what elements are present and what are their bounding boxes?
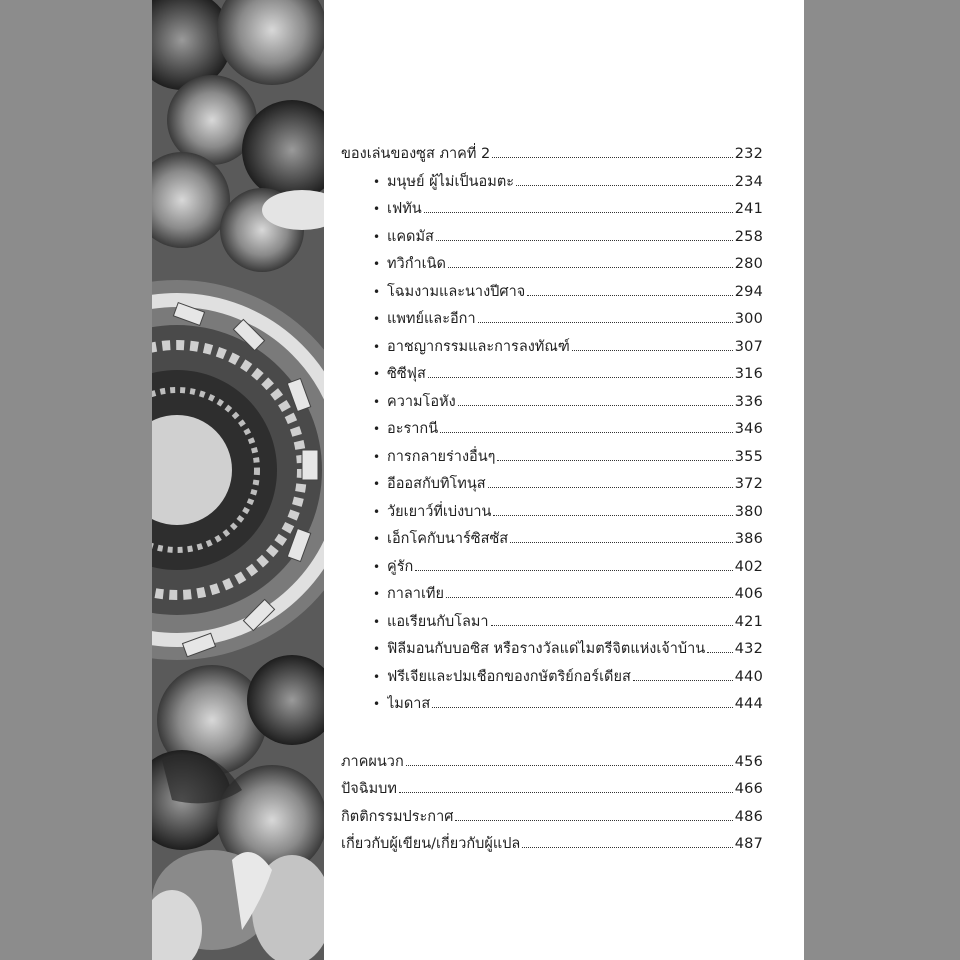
toc-chapter-entry <box>341 279 763 307</box>
bullet-icon: • <box>373 422 381 436</box>
toc-entry-title: อาชญากรรมและการลงทัณฑ์ <box>387 338 570 355</box>
bullet-icon: • <box>373 697 381 711</box>
toc-entry-page: 234 <box>734 173 763 190</box>
bullet-icon: • <box>373 642 381 656</box>
toc-entry-title: ฟรีเจียและปมเชือกของกษัตริย์กอร์เดียส <box>387 668 631 685</box>
toc-back-matter-entry <box>341 776 763 804</box>
dot-leader <box>432 706 732 708</box>
dot-leader <box>436 239 733 241</box>
bullet-icon: • <box>373 559 381 574</box>
toc-entry-title: แคดมัส <box>387 228 434 245</box>
toc-entry-title: แอเรียนกับโลมา <box>387 613 489 630</box>
bullet-icon: • <box>373 229 381 244</box>
table-of-contents <box>341 141 763 859</box>
toc-chapter-entry <box>341 224 763 252</box>
toc-entry-title: ปัจฉิมบท <box>341 781 397 797</box>
toc-chapter-entry <box>341 251 763 279</box>
dot-leader <box>415 569 732 571</box>
toc-chapter-entry <box>341 499 763 527</box>
bullet-icon: • <box>373 504 381 519</box>
toc-entry-page: 355 <box>734 448 763 465</box>
bullet-icon: • <box>373 669 381 684</box>
bullet-icon: • <box>373 339 381 354</box>
toc-chapter-entry <box>341 554 763 582</box>
toc-chapter-entry <box>341 334 763 362</box>
toc-back-matter-entry <box>341 831 763 859</box>
toc-chapter-entry <box>341 526 763 554</box>
toc-chapter-entry <box>341 471 763 499</box>
dot-leader <box>527 294 733 296</box>
toc-back-matter-entry <box>341 749 763 777</box>
bullet-icon: • <box>373 367 381 381</box>
toc-entry-title: ทวิกำเนิด <box>387 256 446 272</box>
toc-entry-page: 380 <box>734 503 763 520</box>
bullet-icon: • <box>373 477 381 491</box>
bullet-icon: • <box>373 587 381 601</box>
dot-leader <box>516 184 733 186</box>
toc-entry-title: อะรากนี <box>387 421 439 437</box>
dot-leader <box>478 321 733 323</box>
toc-entry-title: การกลายร่างอื่นๆ <box>387 448 496 465</box>
dot-leader <box>446 596 733 598</box>
toc-chapter-entry <box>341 636 763 664</box>
toc-entry-page: 466 <box>734 781 763 797</box>
dot-leader <box>493 514 732 516</box>
bullet-icon: • <box>373 449 381 464</box>
dot-leader <box>707 651 733 653</box>
toc-entry-page: 456 <box>734 753 763 770</box>
toc-entry-page: 440 <box>734 668 763 685</box>
toc-entry-page: 486 <box>734 808 763 825</box>
toc-chapter-entry <box>341 691 763 719</box>
toc-entry-title: กิตติกรรมประกาศ <box>341 808 454 825</box>
toc-entry-title: วัยเยาว์ที่เบ่งบาน <box>387 503 492 520</box>
toc-entry-page: 280 <box>734 256 763 272</box>
bullet-icon: • <box>373 284 381 299</box>
dot-leader <box>399 791 733 793</box>
decorative-artwork-strip <box>152 0 324 960</box>
toc-chapter-entry <box>341 581 763 609</box>
toc-entry-page: 346 <box>734 421 763 437</box>
dot-leader <box>440 431 733 433</box>
toc-entry-page: 316 <box>734 366 763 382</box>
toc-entry-title: แพทย์และอีกา <box>387 311 476 327</box>
toc-part-title: ของเล่นของซูส ภาคที่ 2 <box>341 146 491 162</box>
toc-chapter-entry <box>341 664 763 692</box>
toc-entry-page: 241 <box>734 201 763 217</box>
dot-leader <box>406 764 733 766</box>
toc-entry-title: ไมดาส <box>387 696 431 712</box>
toc-chapter-entry <box>341 609 763 637</box>
toc-chapter-entry <box>341 389 763 417</box>
dot-leader <box>458 404 733 406</box>
toc-chapter-entry <box>341 361 763 389</box>
toc-entry-title: โฉมงามและนางปีศาจ <box>387 283 526 300</box>
toc-entry-title: ฟิลีมอนกับบอซิส หรือรางวัลแด่ไมตรีจิตแห่งเจ้าบ้าน <box>387 641 706 657</box>
toc-entry-page: 336 <box>734 393 763 410</box>
toc-entry-page: 421 <box>734 613 763 630</box>
toc-chapter-entry <box>341 416 763 444</box>
toc-part-entry <box>341 141 763 169</box>
section-gap <box>341 719 763 749</box>
bullet-icon: • <box>373 257 381 271</box>
dot-leader <box>488 486 733 488</box>
toc-back-matter-entry <box>341 804 763 832</box>
bullet-icon: • <box>373 394 381 409</box>
toc-entry-title: เฟทัน <box>387 201 422 217</box>
toc-entry-page: 444 <box>734 696 763 712</box>
bullet-icon: • <box>373 614 381 629</box>
toc-entry-title: มนุษย์ ผู้ไม่เป็นอมตะ <box>387 173 515 190</box>
dot-leader <box>572 349 733 351</box>
toc-entry-title: ซิซีฟุส <box>387 366 426 382</box>
bullet-icon: • <box>373 202 381 216</box>
dot-leader <box>448 266 733 268</box>
toc-entry-title: คู่รัก <box>387 558 414 575</box>
toc-entry-page: 307 <box>734 338 763 355</box>
dot-leader <box>497 459 732 461</box>
dot-leader <box>510 541 733 543</box>
toc-entry-page: 386 <box>734 531 763 547</box>
fresco-illustration <box>152 0 324 960</box>
toc-chapter-list <box>341 169 763 719</box>
book-page <box>152 0 804 960</box>
dot-leader <box>455 819 732 821</box>
dot-leader <box>428 376 733 378</box>
toc-entry-title: อีออสกับทิโทนุส <box>387 476 486 492</box>
toc-part-page: 232 <box>734 146 763 162</box>
bullet-icon: • <box>373 174 381 189</box>
toc-entry-title: เอ็กโคกับนาร์ซิสซัส <box>387 531 509 547</box>
dot-leader <box>522 846 732 848</box>
toc-chapter-entry <box>341 306 763 334</box>
dot-leader <box>424 211 733 213</box>
toc-entry-title: กาลาเทีย <box>387 586 444 602</box>
toc-entry-page: 402 <box>734 558 763 575</box>
bullet-icon: • <box>373 532 381 546</box>
toc-entry-page: 406 <box>734 586 763 602</box>
dot-leader <box>633 679 733 681</box>
toc-entry-page: 372 <box>734 476 763 492</box>
toc-entry-page: 258 <box>734 228 763 245</box>
toc-entry-page: 487 <box>734 836 763 852</box>
toc-entry-title: ภาคผนวก <box>341 753 404 770</box>
toc-entry-page: 432 <box>734 641 763 657</box>
toc-entry-title: เกี่ยวกับผู้เขียน/เกี่ยวกับผู้แปล <box>341 836 521 852</box>
toc-chapter-entry <box>341 196 763 224</box>
dot-leader <box>491 624 733 626</box>
toc-entry-page: 300 <box>734 311 763 327</box>
dot-leader <box>492 156 732 158</box>
toc-entry-page: 294 <box>734 283 763 300</box>
toc-chapter-entry <box>341 444 763 472</box>
bullet-icon: • <box>373 312 381 326</box>
toc-entry-title: ความโอหัง <box>387 393 456 410</box>
toc-chapter-entry <box>341 169 763 197</box>
toc-back-matter-list <box>341 749 763 859</box>
